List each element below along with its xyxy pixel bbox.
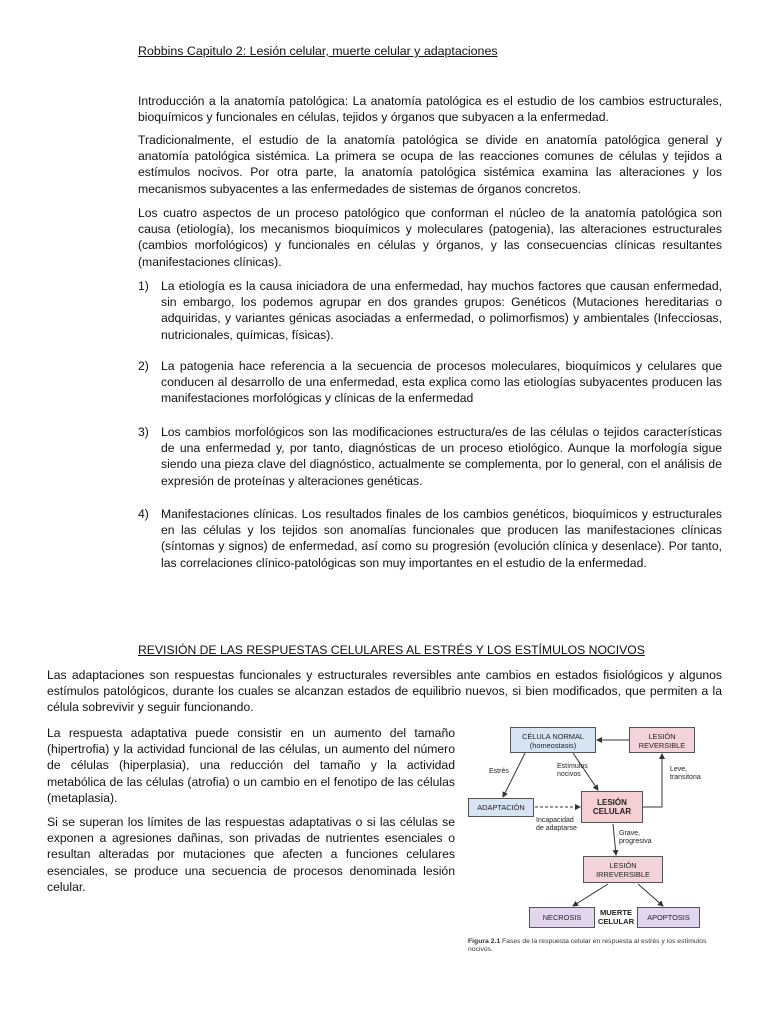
irreversible-injury-label-1: LESIÓN: [609, 861, 637, 870]
arrow-apoptosis: [638, 884, 663, 906]
irreversible-injury-label-2: IRREVERSIBLE: [596, 870, 650, 879]
list-item: [138, 424, 722, 489]
general-systemic-paragraph: Tradicionalmente, el estudio de la anatomía patológica se divide en anatomía patológica general y anatomía patológica sistémica. La primera se ocupa de las reacciones comunes de células y tejidos a estímulos nocivos. Por otra parte, la anatomía patológica sistémica examina las alteraciones y los mecanismos subyacentes a las enfermedades de sistemas de órganos concretos.: [138, 133, 722, 196]
necrosis-box: NECROSIS: [529, 907, 595, 928]
four-aspects-paragraph: Los cuatro aspectos de un proceso patológico que conforman el núcleo de la anatomía patológica son causa (etiología), los mecanismos bioquímicos y moleculares (patogenia), las alteraciones estructurales (cambios morfológicos) y funcionales en células y órganos, y las consecuencias clínicas resultantes (manifestaciones clínicas).: [138, 206, 722, 269]
list-number: 4): [138, 507, 149, 521]
reversible-injury-label-2: REVERSIBLE: [638, 741, 686, 750]
irreversible-injury-box: [583, 856, 663, 883]
severe-label-1: Grave,: [619, 830, 641, 837]
cell-injury-paragraph: Si se superan los límites de las respuestas adaptativas o si las células se exponen a agresiones dañinas, son privadas de nutrientes esenciales o resultan alteradas por mutaciones que afecten a funciones celulares esenciales, se produce una secuencia de procesos denominada lesión celular.: [47, 815, 455, 894]
cell-death-label-2: CELULAR: [597, 916, 635, 926]
reversible-injury-box: [629, 727, 695, 753]
normal-cell-label: CÉLULA NORMAL: [521, 732, 585, 741]
list-item: [138, 358, 722, 407]
reversible-injury-label-1: LESIÓN: [648, 732, 676, 741]
mild-transient-label: [670, 766, 701, 782]
caption-text: Fases de la respuesta celular en respuesta al estrés y los estímulos nocivos.: [468, 938, 707, 953]
cell-response-diagram: [463, 718, 743, 956]
noxious-stimuli-label-1: Estímulos: [557, 763, 588, 770]
arrow-necrosis: [573, 884, 608, 906]
arrow-severe: [613, 824, 616, 855]
cell-injury-box: [581, 791, 643, 823]
apoptosis-box: APOPTOSIS: [637, 907, 700, 928]
list-number: 3): [138, 425, 149, 439]
failure-label-1: Incapacidad: [536, 817, 574, 824]
homeostasis-label: (homeostasis): [529, 741, 577, 750]
cell-injury-label-2: CELULAR: [592, 807, 632, 816]
list-text: La etiología es la causa iniciadora de una enfermedad, hay muchos factores que causan enfermedad, sin embargo, los podemos agrupar en dos grandes grupos: Genéticos (Mutaciones hereditarias o adquiridas, y variantes génicas asociadas a enfermedad, o polimorfismos) y ambientales (Infecciosas, nutricionales, químicas, físicas).: [161, 279, 722, 342]
noxious-stimuli-label-2: nocivos: [557, 771, 581, 778]
mild-label-2: transitoria: [670, 774, 701, 781]
arrow-mild: [643, 754, 662, 807]
list-item: [138, 506, 722, 571]
adaptations-paragraph: Las adaptaciones son respuestas funcionales y estructurales reversibles ante cambios en estados fisiológicos y algunos estímulos patológicos, durante los cuales se alcanzan estados de equilibrio nuevos, si bien modificados, que permiten a la célula sobrevivir y seguir funcionando.: [47, 668, 722, 715]
intro-paragraph: Introducción a la anatomía patológica: La anatomía patológica es el estudio de los cambios estructurales, bioquímicos y funcionales en células, tejidos y órganos que subyacen a la enfermedad.: [138, 94, 722, 125]
severe-label-2: progresiva: [619, 838, 652, 845]
noxious-stimuli-label: [557, 763, 588, 779]
adaptive-response-paragraph: La respuesta adaptativa puede consistir en un aumento del tamaño (hipertrofia) y la actividad funcional de las células, un aumento del número de células (hiperplasia), una reducción del tamaño y la actividad metabólica de las células (atrofia) o un cambio en el fenotipo de las células (metaplasia).: [47, 726, 455, 805]
normal-cell-box: [510, 727, 596, 753]
cell-injury-label-1: LESIÓN: [597, 798, 627, 807]
list-number: 1): [138, 279, 149, 293]
list-text: Manifestaciones clínicas. Los resultados finales de los cambios genéticos, bioquímicos y estructurales en las células y los tejidos son anomalías funcionales que producen las manifestaciones clínicas (síntomas y signos) de enfermedad, así como su progresión (evolución clínica y desenlace). Por tanto, las correlaciones clínico-patológicas son muy importantes en el estudio de la enfermedad.: [161, 507, 722, 570]
severe-progressive-label: [619, 830, 652, 846]
section-title: REVISIÓN DE LAS RESPUESTAS CELULARES AL ESTRÉS Y LOS ESTÍMULOS NOCIVOS: [138, 643, 645, 657]
document-title: Robbins Capitulo 2: Lesión celular, muerte celular y adaptaciones: [138, 44, 498, 58]
figure-caption: [468, 938, 728, 954]
cell-death-label-1: MUERTE: [599, 908, 633, 917]
caption-label: Figura 2.1: [468, 938, 501, 945]
list-text: Los cambios morfológicos son las modificaciones estructura/es de las células o tejidos características de una enfermedad y, por tanto, diagnósticas de un proceso etiológico. Aunque la morfología sigue siendo una pieza clave del diagnóstico, actualmente se complementa, por lo general, con el análisis de expresión de proteínas y alteraciones genéticas.: [161, 425, 722, 488]
list-text: La patogenia hace referencia a la secuencia de procesos moleculares, bioquímicos y celulares que conducen al desarrollo de una enfermedad, esta explica como las etiologías subyacentes producen las manifestaciones morfológicas y clínicas de la enfermedad: [161, 359, 722, 406]
mild-label-1: Leve,: [670, 766, 688, 773]
cell-death-label: [595, 909, 637, 926]
failure-to-adapt-label: [536, 817, 577, 833]
list-item: [138, 278, 722, 343]
stress-label: Estrés: [489, 768, 509, 775]
list-number: 2): [138, 359, 149, 373]
failure-label-2: de adaptarse: [536, 825, 577, 832]
adaptation-box: ADAPTACIÓN: [468, 798, 534, 817]
